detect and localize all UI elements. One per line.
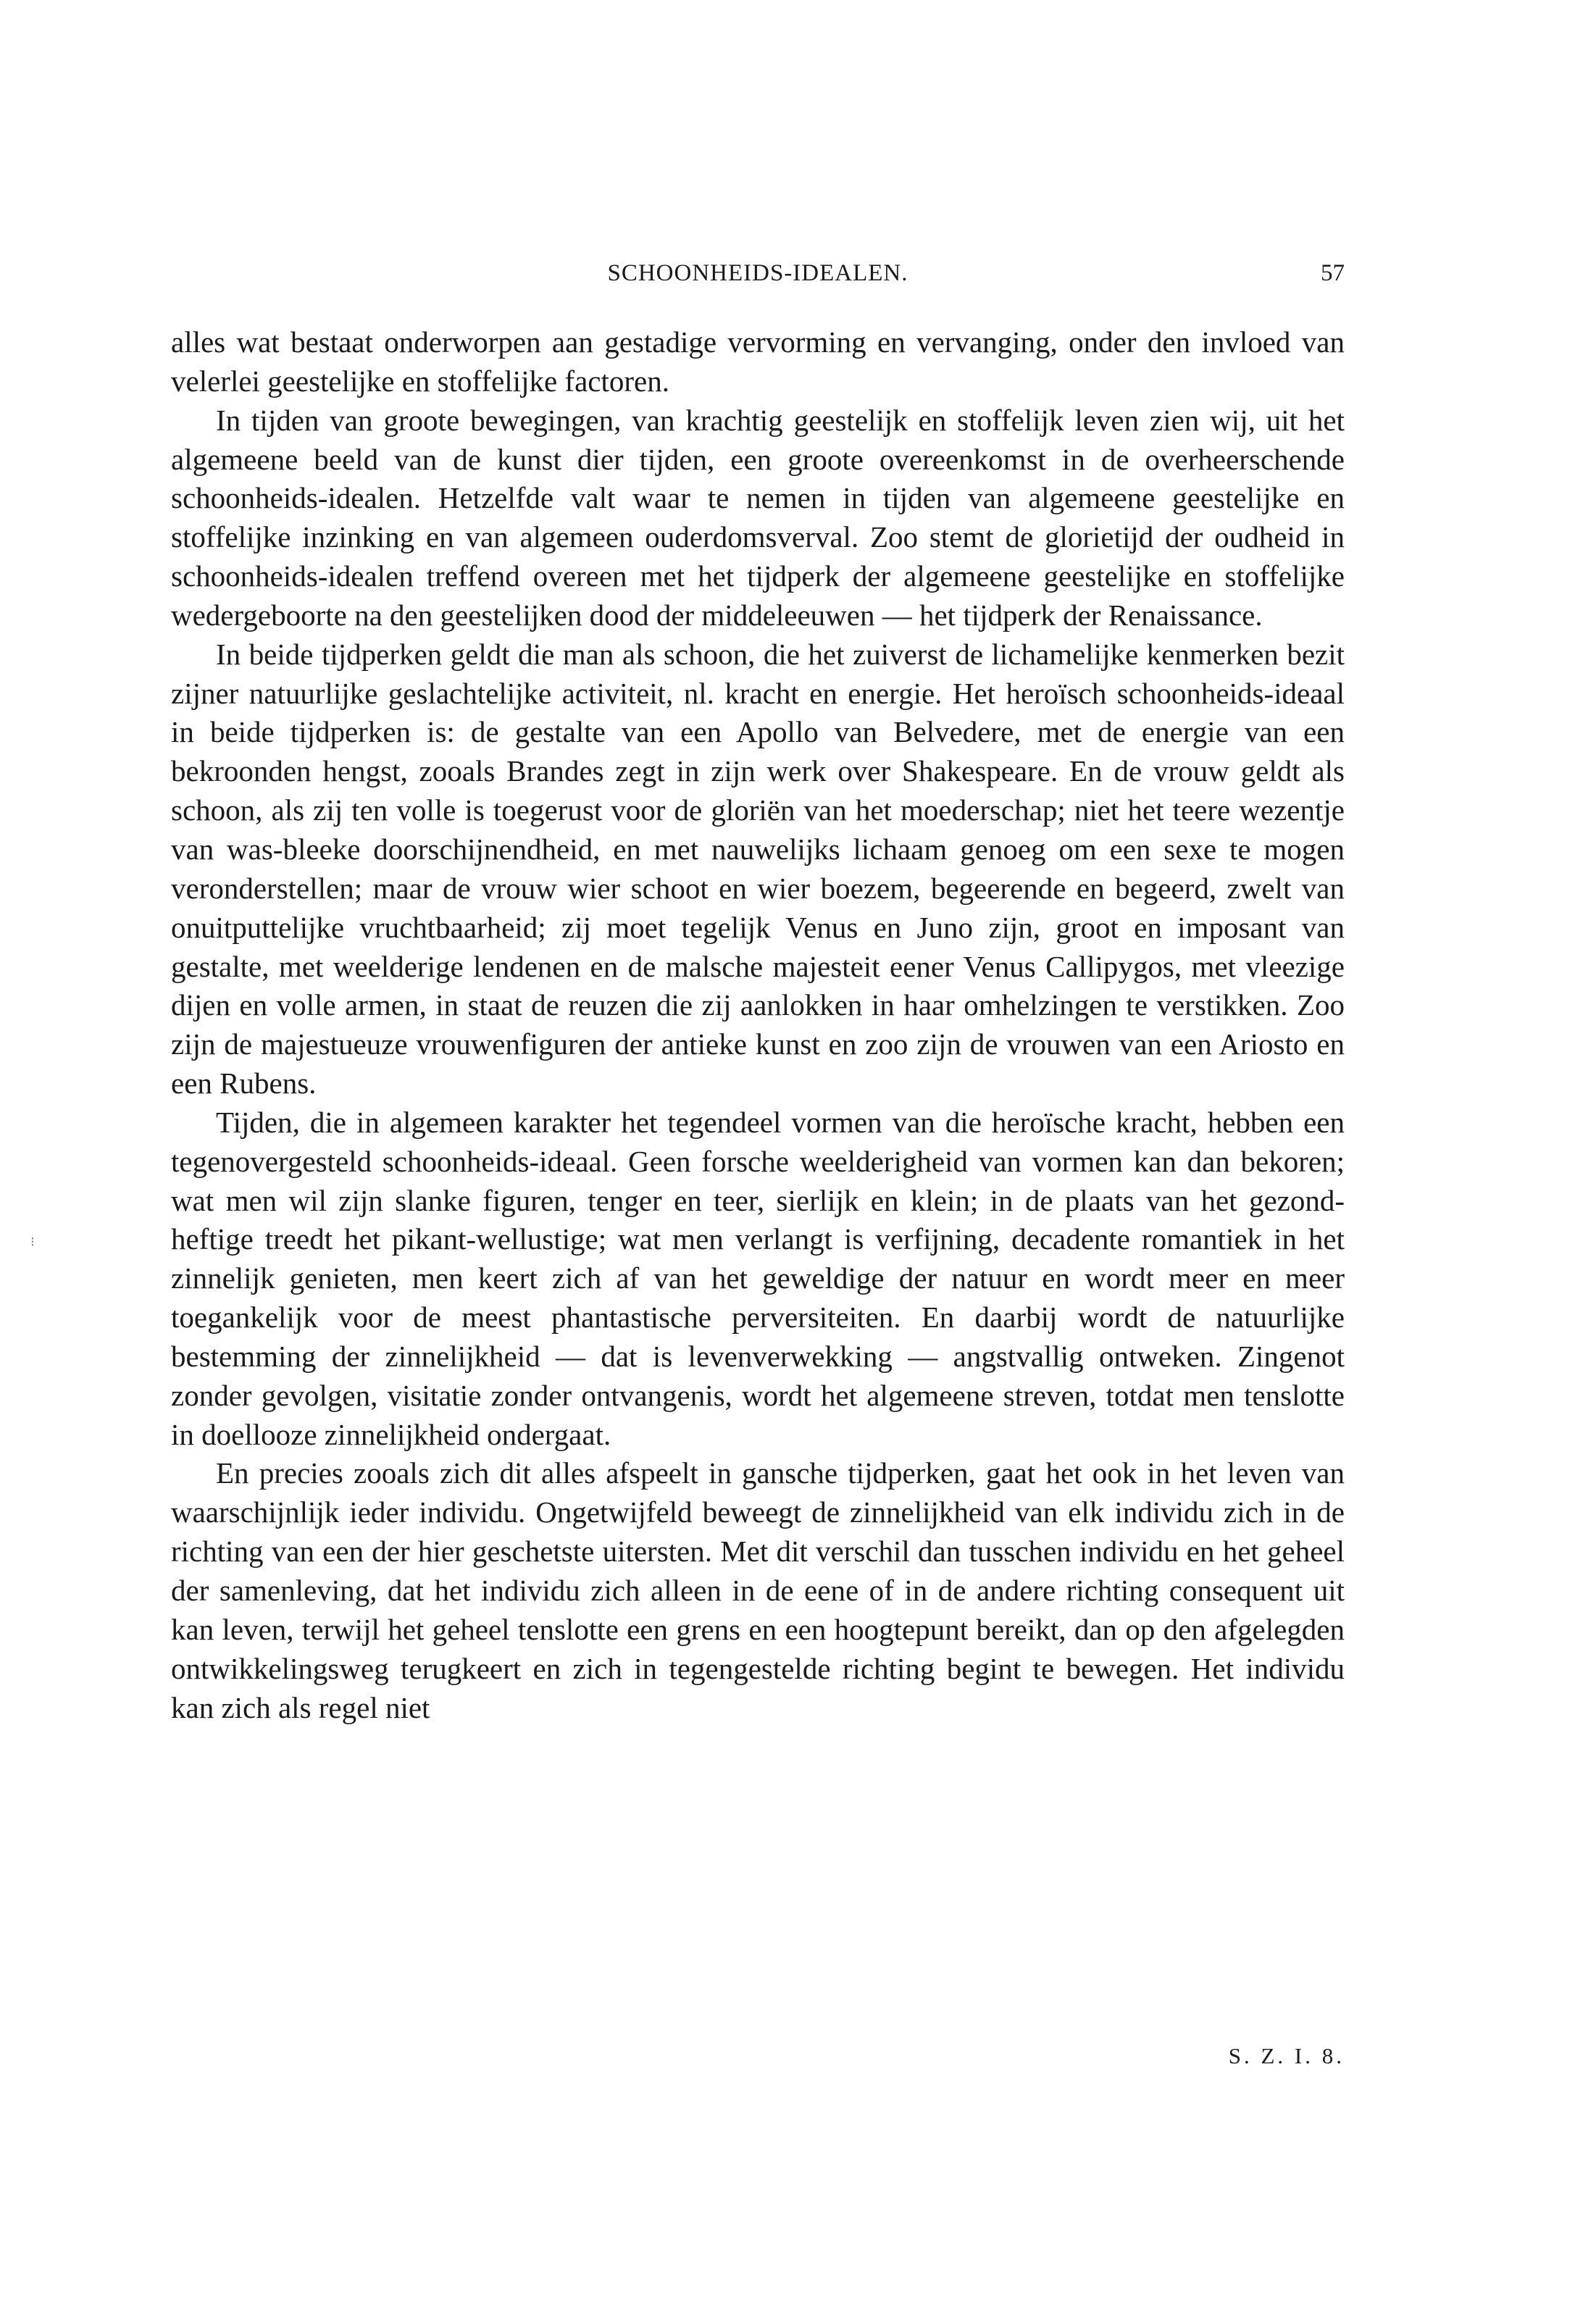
- paragraph: En precies zooals zich dit alles afspeelt in gansche tijdperken, gaat het ook in het leven van waarschijnlijk ieder individu. Ongetwijfeld beweegt de zinnelijkheid van elk individu zich in de richting van een der hier geschetste uitersten. Met dit verschil dan tusschen individu en het geheel der samenleving, dat het individu zich alleen in de eene of in de andere richting consequent uit kan leven, terwijl het geheel tenslotte een grens en een hoogtepunt bereikt, dan op den afgelegden ontwikkelingsweg terugkeert en zich in tegengestelde richting begint te bewegen. Het individu kan zich als regel niet: [171, 1456, 1345, 1724]
- paragraph-continuation: alles wat bestaat onderworpen aan gestadige vervorming en vervanging, onder den invloed van velerlei geestelijke en stoffelijke factoren.: [171, 325, 1345, 398]
- paragraph: In beide tijdperken geldt die man als schoon, die het zuiverst de lichamelijke kenmerken bezit zijner natuurlijke geslachtelijke activiteit, nl. kracht en energie. Het heroïsch schoonheids-ideaal in beide tijdperken is: de gestalte van een Apollo van Belvedere, met de energie van een bekroonden hengst, zooals Brandes zegt in zijn werk over Shakespeare. En de vrouw geldt als schoon, als zij ten volle is toegerust voor de gloriën van het moederschap; niet het teere wezentje van was-bleeke doorschijnendheid, en met nauwelijks lichaam genoeg om een sexe te mogen veronderstellen; maar de vrouw wier schoot en wier boezem, begeerende en begeerd, zwelt van onuitputtelijke vruchtbaarheid; zij moet tegelijk Venus en Juno zijn, groot en imposant van gestalte, met weelderige lendenen en de malsche majesteit eener Venus Callipygos, met vleezige dijen en volle armen, in staat de reuzen die zij aanlokken in haar omhelzingen te verstikken. Zoo zijn de majestueuze vrouwenfiguren der antieke kunst en zoo zijn de vrouwen van een Ariosto en een Rubens.: [171, 637, 1345, 1101]
- paragraph: Tijden, die in algemeen karakter het tegendeel vormen van die heroïsche kracht, hebben een tegenovergesteld schoonheids-ideaal. Geen forsche weelderigheid van vormen kan dan bekoren; wat men wil zijn slanke figuren, tenger en teer, sierlijk en klein; in de plaats van het gezond-heftige treedt het pikant-wellustige; wat men verlangt is verfijning, decadente romantiek in het zinnelijk genieten, men keert zich af van het geweldige der natuur en wordt meer en meer toegankelijk voor de meest phantastische perversiteiten. En daarbij wordt de natuurlijke bestemming der zinnelijkheid — dat is levenverwekking — angstvallig ontweken. Zingenot zonder gevolgen, visitatie zonder ontvangenis, wordt het algemeene streven, totdat men tenslotte in doellooze zinnelijkheid ondergaat.: [171, 1105, 1345, 1451]
- page-number: 57: [1321, 260, 1345, 286]
- margin-mark: ⁝: [30, 1235, 35, 1249]
- running-title: SCHOONHEIDS-IDEALEN.: [607, 260, 908, 286]
- running-head: [171, 255, 1345, 291]
- paragraph: In tijden van groote bewegingen, van krachtig geestelijk en stoffelijk leven zien wij, uit het algemeene beeld van de kunst dier tijden, een groote overeenkomst in de overheerschende schoonheids-idealen. Hetzelfde valt waar te nemen in tijden van algemeene geestelijke en stoffelijke inzinking en van algemeen ouderdomsverval. Zoo stemt de glorietijd der oudheid in schoonheids-idealen treffend overeen met het tijdperk der algemeene geestelijke en stoffelijke wedergeboorte na den geestelijken dood der middeleeuwen — het tijdperk der Renaissance.: [171, 403, 1345, 632]
- printer-signature-mark: S. Z. I. 8.: [1228, 2043, 1345, 2068]
- body-text: [171, 323, 1345, 1727]
